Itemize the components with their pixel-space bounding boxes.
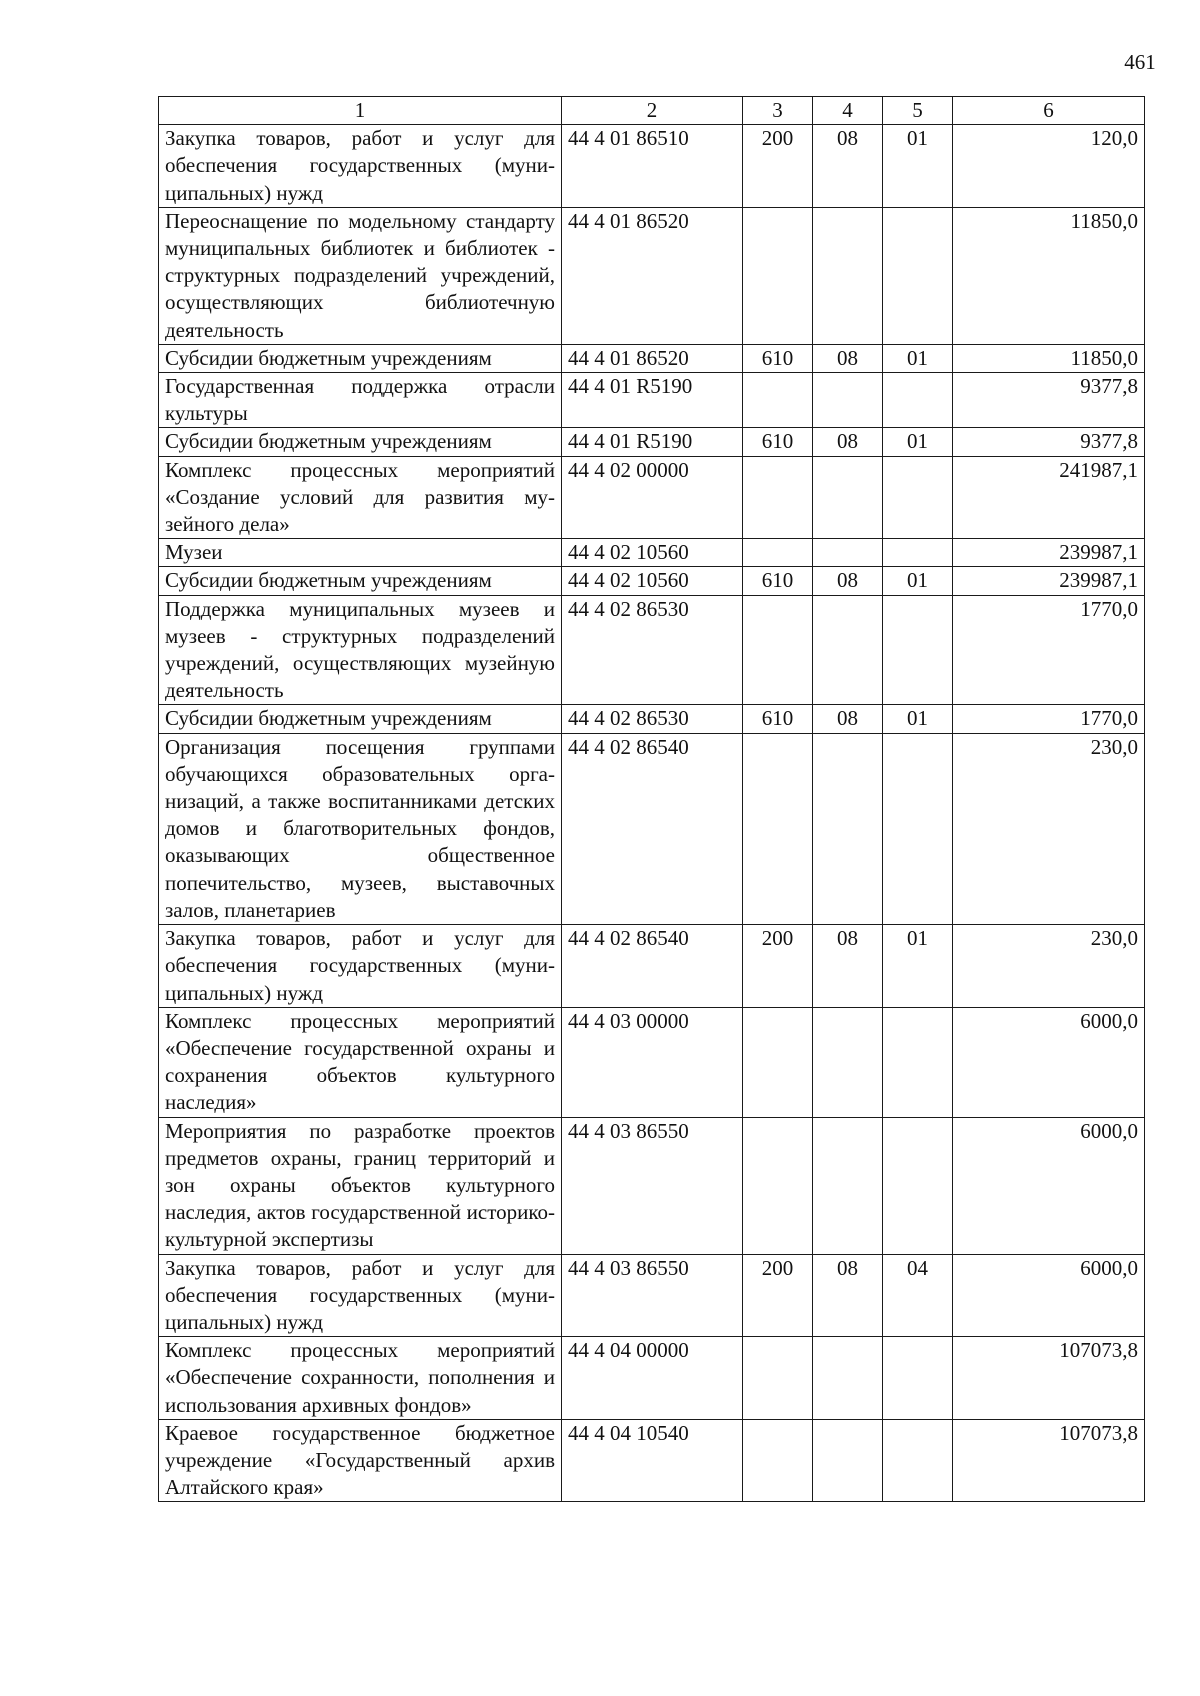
row-amount: 107073,8 (953, 1419, 1145, 1502)
row-section: 08 (813, 428, 883, 456)
row-name: Субсидии бюджетным учреждениям (159, 344, 562, 372)
row-name: Субсидии бюджетным учреждениям (159, 567, 562, 595)
row-name: Комплекс процессных мероприятий «Обеспечение сохранности, пополнения и использования архивных фондов» (159, 1337, 562, 1420)
row-name: Субсидии бюджетным учреждениям (159, 428, 562, 456)
row-target-code: 44 4 02 86530 (562, 595, 743, 705)
table-row (159, 1117, 1145, 1254)
row-expense-type (743, 373, 813, 428)
row-section (813, 1419, 883, 1502)
row-name: Комплекс процессных мероприятий «Создание условий для развития музейного дела» (159, 456, 562, 539)
table-row (159, 456, 1145, 539)
table-row (159, 344, 1145, 372)
table-row (159, 567, 1145, 595)
table-row (159, 428, 1145, 456)
row-subsection (883, 539, 953, 567)
row-subsection: 01 (883, 567, 953, 595)
row-subsection (883, 373, 953, 428)
row-section (813, 207, 883, 344)
row-amount: 9377,8 (953, 373, 1145, 428)
row-name: Поддержка муниципальных музеев и музеев - структурных подразделений учреждений, осуществляющих музейную деятельность (159, 595, 562, 705)
row-expense-type: 200 (743, 925, 813, 1008)
row-target-code: 44 4 02 10560 (562, 567, 743, 595)
row-amount: 230,0 (953, 733, 1145, 924)
row-expense-type (743, 595, 813, 705)
table-row (159, 207, 1145, 344)
row-section (813, 1007, 883, 1117)
row-expense-type: 200 (743, 1254, 813, 1337)
row-subsection: 01 (883, 705, 953, 733)
row-expense-type: 610 (743, 428, 813, 456)
table-row (159, 925, 1145, 1008)
row-target-code: 44 4 03 86550 (562, 1117, 743, 1254)
row-subsection: 01 (883, 344, 953, 372)
row-expense-type (743, 733, 813, 924)
row-name: Переоснащение по модельному стандарту муниципальных библиотек и библиотек - структурных подразделений учреждений, осуществляющих библиотечную деятельность (159, 207, 562, 344)
row-target-code: 44 4 02 86540 (562, 733, 743, 924)
row-target-code: 44 4 04 10540 (562, 1419, 743, 1502)
budget-table (158, 96, 1145, 1502)
row-expense-type: 200 (743, 125, 813, 208)
row-amount: 6000,0 (953, 1254, 1145, 1337)
row-section: 08 (813, 925, 883, 1008)
row-expense-type (743, 1117, 813, 1254)
row-subsection: 01 (883, 925, 953, 1008)
row-expense-type (743, 1419, 813, 1502)
column-header-1: 1 (159, 97, 562, 125)
row-amount: 11850,0 (953, 344, 1145, 372)
row-subsection (883, 595, 953, 705)
row-expense-type (743, 1337, 813, 1420)
row-amount: 1770,0 (953, 595, 1145, 705)
column-header-4: 4 (813, 97, 883, 125)
row-expense-type (743, 1007, 813, 1117)
table-row (159, 1007, 1145, 1117)
row-target-code: 44 4 01 86510 (562, 125, 743, 208)
row-subsection (883, 733, 953, 924)
row-amount: 120,0 (953, 125, 1145, 208)
row-name: Организация посещения группами обучающихся образовательных организаций, а также воспитанниками детских домов и благотворительных фондов, оказывающих общественное попечительство, музеев, выставочных залов, планетариев (159, 733, 562, 924)
row-section: 08 (813, 344, 883, 372)
row-name: Комплекс процессных мероприятий «Обеспечение государственной охраны и сохранения объектов культурного наследия» (159, 1007, 562, 1117)
table-row (159, 373, 1145, 428)
row-section: 08 (813, 125, 883, 208)
row-subsection: 04 (883, 1254, 953, 1337)
row-subsection (883, 1007, 953, 1117)
row-subsection (883, 1337, 953, 1420)
row-target-code: 44 4 02 86530 (562, 705, 743, 733)
table-row (159, 595, 1145, 705)
table-row (159, 733, 1145, 924)
row-target-code: 44 4 02 10560 (562, 539, 743, 567)
row-subsection: 01 (883, 125, 953, 208)
row-expense-type: 610 (743, 567, 813, 595)
row-section: 08 (813, 1254, 883, 1337)
page-number: 461 (1124, 50, 1156, 74)
row-amount: 107073,8 (953, 1337, 1145, 1420)
row-subsection (883, 1117, 953, 1254)
row-expense-type: 610 (743, 705, 813, 733)
row-section (813, 539, 883, 567)
row-amount: 9377,8 (953, 428, 1145, 456)
row-name: Закупка товаров, работ и услуг для обеспечения государственных (муниципальных) нужд (159, 125, 562, 208)
row-amount: 239987,1 (953, 567, 1145, 595)
row-section (813, 595, 883, 705)
table-row (159, 1254, 1145, 1337)
row-subsection: 01 (883, 428, 953, 456)
row-amount: 6000,0 (953, 1007, 1145, 1117)
row-section (813, 1337, 883, 1420)
row-target-code: 44 4 03 86550 (562, 1254, 743, 1337)
row-target-code: 44 4 03 00000 (562, 1007, 743, 1117)
row-subsection (883, 1419, 953, 1502)
row-amount: 1770,0 (953, 705, 1145, 733)
row-amount: 241987,1 (953, 456, 1145, 539)
row-amount: 11850,0 (953, 207, 1145, 344)
table-row (159, 125, 1145, 208)
table-row (159, 539, 1145, 567)
row-subsection (883, 456, 953, 539)
row-name: Субсидии бюджетным учреждениям (159, 705, 562, 733)
row-target-code: 44 4 01 R5190 (562, 428, 743, 456)
column-number-row (159, 97, 1145, 125)
row-target-code: 44 4 01 R5190 (562, 373, 743, 428)
row-name: Государственная поддержка отрасли культуры (159, 373, 562, 428)
row-name: Музеи (159, 539, 562, 567)
row-target-code: 44 4 01 86520 (562, 207, 743, 344)
row-section: 08 (813, 705, 883, 733)
row-section (813, 456, 883, 539)
row-subsection (883, 207, 953, 344)
table-row (159, 1419, 1145, 1502)
row-target-code: 44 4 02 86540 (562, 925, 743, 1008)
row-target-code: 44 4 01 86520 (562, 344, 743, 372)
row-amount: 239987,1 (953, 539, 1145, 567)
row-section (813, 733, 883, 924)
row-amount: 6000,0 (953, 1117, 1145, 1254)
row-target-code: 44 4 02 00000 (562, 456, 743, 539)
column-header-5: 5 (883, 97, 953, 125)
row-expense-type: 610 (743, 344, 813, 372)
column-header-6: 6 (953, 97, 1145, 125)
row-expense-type (743, 207, 813, 344)
row-expense-type (743, 456, 813, 539)
table-row (159, 1337, 1145, 1420)
row-amount: 230,0 (953, 925, 1145, 1008)
row-section (813, 1117, 883, 1254)
column-header-3: 3 (743, 97, 813, 125)
row-name: Закупка товаров, работ и услуг для обеспечения государственных (муниципальных) нужд (159, 1254, 562, 1337)
row-section: 08 (813, 567, 883, 595)
table-row (159, 705, 1145, 733)
column-header-2: 2 (562, 97, 743, 125)
row-section (813, 373, 883, 428)
row-name: Мероприятия по разработке проектов предметов охраны, границ территорий и зон охраны объектов культурного наследия, актов государственной историко-культурной экспертизы (159, 1117, 562, 1254)
row-name: Краевое государственное бюджетное учреждение «Государственный архив Алтайского края» (159, 1419, 562, 1502)
row-name: Закупка товаров, работ и услуг для обеспечения государственных (муниципальных) нужд (159, 925, 562, 1008)
row-expense-type (743, 539, 813, 567)
row-target-code: 44 4 04 00000 (562, 1337, 743, 1420)
